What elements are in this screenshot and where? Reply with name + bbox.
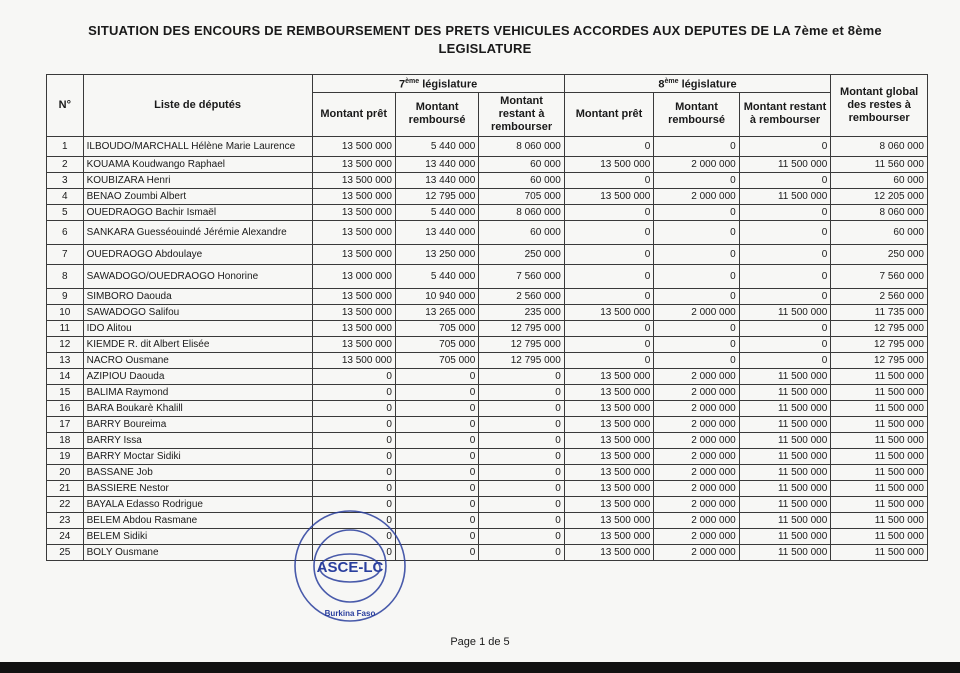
deputy-name-cell: BAYALA Edasso Rodrigue (83, 496, 312, 512)
table-row (47, 480, 928, 496)
row-number-cell: 4 (47, 188, 84, 204)
table-row (47, 136, 928, 156)
leg7-remaining-cell: 12 795 000 (479, 320, 564, 336)
leg7-loan-cell: 13 500 000 (312, 136, 395, 156)
leg7-loan-cell: 0 (312, 448, 395, 464)
deputy-name-cell: BELEM Abdou Rasmane (83, 512, 312, 528)
leg7-repaid-cell: 5 440 000 (395, 204, 478, 220)
leg7-loan-cell: 0 (312, 528, 395, 544)
leg7-loan-cell: 0 (312, 464, 395, 480)
header-global-remaining: Montant global des restes à rembourser (831, 75, 928, 137)
leg7-loan-cell: 13 500 000 (312, 352, 395, 368)
deputy-name-cell: BARRY Boureima (83, 416, 312, 432)
leg8-loan-cell: 13 500 000 (564, 480, 654, 496)
asce-lc-stamp (290, 506, 410, 626)
global-remaining-cell: 12 795 000 (831, 336, 928, 352)
stamp-bottom-text: Burkina Faso (324, 609, 376, 618)
leg8-repaid-cell: 0 (654, 136, 739, 156)
leg8-loan-cell: 13 500 000 (564, 528, 654, 544)
table-row (47, 448, 928, 464)
document-title (40, 22, 930, 58)
global-remaining-cell: 11 500 000 (831, 368, 928, 384)
row-number-cell: 11 (47, 320, 84, 336)
row-number-cell: 2 (47, 156, 84, 172)
leg8-repaid-cell: 2 000 000 (654, 416, 739, 432)
leg7-loan-cell: 0 (312, 512, 395, 528)
global-remaining-cell: 60 000 (831, 220, 928, 244)
row-number-cell: 7 (47, 244, 84, 264)
leg8-remaining-cell: 11 500 000 (739, 496, 831, 512)
leg7-loan-cell: 0 (312, 544, 395, 560)
leg8-remaining-cell: 0 (739, 264, 831, 288)
header-8-remaining: Montant restant à rembourser (739, 92, 831, 136)
leg8-repaid-cell: 0 (654, 244, 739, 264)
leg8-repaid-cell: 0 (654, 320, 739, 336)
leg7-repaid-cell: 0 (395, 400, 478, 416)
leg8-loan-cell: 0 (564, 336, 654, 352)
leg8-repaid-cell: 2 000 000 (654, 384, 739, 400)
leg8-repaid-cell: 2 000 000 (654, 448, 739, 464)
leg7-loan-cell: 0 (312, 432, 395, 448)
row-number-cell: 22 (47, 496, 84, 512)
leg7-remaining-cell: 12 795 000 (479, 336, 564, 352)
leg7-repaid-cell: 5 440 000 (395, 136, 478, 156)
leg7-repaid-cell: 0 (395, 480, 478, 496)
global-remaining-cell: 11 500 000 (831, 384, 928, 400)
leg8-loan-cell: 13 500 000 (564, 496, 654, 512)
leg7-remaining-cell: 235 000 (479, 304, 564, 320)
global-remaining-cell: 11 560 000 (831, 156, 928, 172)
table-row (47, 384, 928, 400)
leg7-loan-cell: 0 (312, 416, 395, 432)
table-row (47, 432, 928, 448)
leg7-remaining-cell: 705 000 (479, 188, 564, 204)
leg8-repaid-cell: 0 (654, 220, 739, 244)
leg8-loan-cell: 13 500 000 (564, 464, 654, 480)
page-number: Page 1 de 5 (450, 636, 510, 648)
row-number-cell: 1 (47, 136, 84, 156)
leg8-repaid-cell: 2 000 000 (654, 368, 739, 384)
leg7-loan-cell: 13 500 000 (312, 288, 395, 304)
deputy-name-cell: KOUBIZARA Henri (83, 172, 312, 188)
leg8-repaid-cell: 0 (654, 336, 739, 352)
leg7-loan-cell: 0 (312, 368, 395, 384)
global-remaining-cell: 11 500 000 (831, 432, 928, 448)
table-row (47, 204, 928, 220)
loan-repayment-table (46, 74, 928, 561)
table-row (47, 304, 928, 320)
leg8-remaining-cell: 11 500 000 (739, 400, 831, 416)
leg8-remaining-cell: 11 500 000 (739, 432, 831, 448)
table-row (47, 244, 928, 264)
leg7-remaining-cell: 0 (479, 400, 564, 416)
leg8-repaid-cell: 2 000 000 (654, 544, 739, 560)
leg8-loan-cell: 0 (564, 136, 654, 156)
global-remaining-cell: 11 500 000 (831, 512, 928, 528)
deputy-name-cell: BALIMA Raymond (83, 384, 312, 400)
row-number-cell: 3 (47, 172, 84, 188)
table-row (47, 188, 928, 204)
leg7-loan-cell: 0 (312, 496, 395, 512)
table-row (47, 220, 928, 244)
leg7-repaid-cell: 0 (395, 416, 478, 432)
leg8-repaid-cell: 0 (654, 172, 739, 188)
leg7-loan-cell: 13 500 000 (312, 320, 395, 336)
table-row (47, 352, 928, 368)
leg7-repaid-cell: 12 795 000 (395, 188, 478, 204)
deputy-name-cell: OUEDRAOGO Abdoulaye (83, 244, 312, 264)
leg8-loan-cell: 0 (564, 288, 654, 304)
leg8-repaid-cell: 0 (654, 264, 739, 288)
leg8-remaining-cell: 11 500 000 (739, 512, 831, 528)
global-remaining-cell: 60 000 (831, 172, 928, 188)
leg8-remaining-cell: 0 (739, 220, 831, 244)
leg8-repaid-cell: 2 000 000 (654, 512, 739, 528)
global-remaining-cell: 7 560 000 (831, 264, 928, 288)
leg8-loan-cell: 0 (564, 172, 654, 188)
leg7-repaid-cell: 0 (395, 368, 478, 384)
deputy-name-cell: IDO Alitou (83, 320, 312, 336)
leg7-loan-cell: 13 000 000 (312, 264, 395, 288)
leg7-remaining-cell: 0 (479, 464, 564, 480)
leg8-remaining-cell: 11 500 000 (739, 156, 831, 172)
row-number-cell: 19 (47, 448, 84, 464)
leg8-remaining-cell: 0 (739, 320, 831, 336)
row-number-cell: 13 (47, 352, 84, 368)
leg7-loan-cell: 13 500 000 (312, 336, 395, 352)
global-remaining-cell: 12 795 000 (831, 320, 928, 336)
leg7-remaining-cell: 0 (479, 432, 564, 448)
leg8-remaining-cell: 11 500 000 (739, 448, 831, 464)
row-number-cell: 10 (47, 304, 84, 320)
deputy-name-cell: BASSIERE Nestor (83, 480, 312, 496)
deputy-name-cell: BARA Boukarè Khalill (83, 400, 312, 416)
leg7-repaid-cell: 0 (395, 528, 478, 544)
row-number-cell: 23 (47, 512, 84, 528)
leg7-remaining-cell: 60 000 (479, 220, 564, 244)
bottom-black-bar (0, 662, 960, 673)
leg7-loan-cell: 13 500 000 (312, 172, 395, 188)
leg8-loan-cell: 13 500 000 (564, 432, 654, 448)
row-number-cell: 20 (47, 464, 84, 480)
global-remaining-cell: 11 500 000 (831, 528, 928, 544)
global-remaining-cell: 11 500 000 (831, 480, 928, 496)
table-row (47, 464, 928, 480)
row-number-cell: 15 (47, 384, 84, 400)
leg7-repaid-cell: 705 000 (395, 352, 478, 368)
leg8-remaining-cell: 11 500 000 (739, 384, 831, 400)
leg8-loan-cell: 13 500 000 (564, 416, 654, 432)
leg8-loan-cell: 0 (564, 264, 654, 288)
global-remaining-cell: 12 205 000 (831, 188, 928, 204)
global-remaining-cell: 11 500 000 (831, 416, 928, 432)
leg7-repaid-cell: 0 (395, 464, 478, 480)
leg7-repaid-cell: 705 000 (395, 320, 478, 336)
leg7-repaid-cell: 13 440 000 (395, 220, 478, 244)
table-row (47, 288, 928, 304)
table-row (47, 264, 928, 288)
table-row (47, 544, 928, 560)
table-row (47, 528, 928, 544)
leg7-repaid-cell: 0 (395, 512, 478, 528)
leg7-repaid-cell: 13 265 000 (395, 304, 478, 320)
leg8-repaid-cell: 2 000 000 (654, 528, 739, 544)
leg8-remaining-cell: 11 500 000 (739, 188, 831, 204)
header-7-remaining: Montant restant à rembourser (479, 92, 564, 136)
global-remaining-cell: 2 560 000 (831, 288, 928, 304)
leg8-loan-cell: 0 (564, 244, 654, 264)
leg8-loan-cell: 13 500 000 (564, 448, 654, 464)
leg7-remaining-cell: 0 (479, 384, 564, 400)
table-row (47, 416, 928, 432)
table-row (47, 172, 928, 188)
leg7-remaining-cell: 60 000 (479, 172, 564, 188)
deputy-name-cell: KOUAMA Koudwango Raphael (83, 156, 312, 172)
global-remaining-cell: 8 060 000 (831, 204, 928, 220)
deputy-name-cell: BOLY Ousmane (83, 544, 312, 560)
leg8-repaid-cell: 0 (654, 352, 739, 368)
table-row (47, 512, 928, 528)
deputy-name-cell: SAWADOGO/OUEDRAOGO Honorine (83, 264, 312, 288)
leg7-remaining-cell: 60 000 (479, 156, 564, 172)
leg7-remaining-cell: 0 (479, 368, 564, 384)
row-number-cell: 17 (47, 416, 84, 432)
leg8-repaid-cell: 2 000 000 (654, 496, 739, 512)
leg8-remaining-cell: 0 (739, 336, 831, 352)
leg8-repaid-cell: 2 000 000 (654, 464, 739, 480)
deputy-name-cell: BARRY Issa (83, 432, 312, 448)
row-number-cell: 25 (47, 544, 84, 560)
title-line-2: LEGISLATURE (438, 41, 532, 56)
table-row (47, 400, 928, 416)
deputy-name-cell: NACRO Ousmane (83, 352, 312, 368)
leg7-remaining-cell: 0 (479, 496, 564, 512)
leg8-remaining-cell: 0 (739, 244, 831, 264)
header-7th-legislature: 7ème législature (312, 75, 564, 93)
leg8-remaining-cell: 0 (739, 172, 831, 188)
header-7-repaid: Montant remboursé (395, 92, 478, 136)
deputy-name-cell: BASSANE Job (83, 464, 312, 480)
row-number-cell: 12 (47, 336, 84, 352)
leg8-repaid-cell: 2 000 000 (654, 400, 739, 416)
deputy-name-cell: BARRY Moctar Sidiki (83, 448, 312, 464)
leg8-remaining-cell: 11 500 000 (739, 528, 831, 544)
deputy-name-cell: BELEM Sidiki (83, 528, 312, 544)
deputy-name-cell: SANKARA Guesséouindé Jérémie Alexandre (83, 220, 312, 244)
leg8-repaid-cell: 0 (654, 288, 739, 304)
leg7-loan-cell: 0 (312, 400, 395, 416)
leg7-remaining-cell: 2 560 000 (479, 288, 564, 304)
leg8-remaining-cell: 0 (739, 204, 831, 220)
global-remaining-cell: 11 735 000 (831, 304, 928, 320)
leg8-loan-cell: 0 (564, 352, 654, 368)
leg8-loan-cell: 13 500 000 (564, 400, 654, 416)
leg7-remaining-cell: 0 (479, 416, 564, 432)
leg7-repaid-cell: 0 (395, 432, 478, 448)
leg7-remaining-cell: 7 560 000 (479, 264, 564, 288)
leg7-loan-cell: 13 500 000 (312, 204, 395, 220)
leg7-repaid-cell: 10 940 000 (395, 288, 478, 304)
leg7-loan-cell: 13 500 000 (312, 220, 395, 244)
row-number-cell: 24 (47, 528, 84, 544)
leg8-loan-cell: 13 500 000 (564, 156, 654, 172)
table-row (47, 368, 928, 384)
row-number-cell: 5 (47, 204, 84, 220)
leg7-loan-cell: 13 500 000 (312, 156, 395, 172)
table-row (47, 336, 928, 352)
leg7-repaid-cell: 0 (395, 448, 478, 464)
leg7-loan-cell: 13 500 000 (312, 244, 395, 264)
row-number-cell: 14 (47, 368, 84, 384)
leg7-repaid-cell: 0 (395, 384, 478, 400)
leg8-loan-cell: 13 500 000 (564, 384, 654, 400)
leg7-remaining-cell: 8 060 000 (479, 204, 564, 220)
row-number-cell: 18 (47, 432, 84, 448)
leg7-remaining-cell: 0 (479, 448, 564, 464)
row-number-cell: 8 (47, 264, 84, 288)
leg8-loan-cell: 13 500 000 (564, 368, 654, 384)
leg7-repaid-cell: 13 250 000 (395, 244, 478, 264)
leg8-repaid-cell: 2 000 000 (654, 156, 739, 172)
leg7-loan-cell: 13 500 000 (312, 304, 395, 320)
leg8-remaining-cell: 11 500 000 (739, 368, 831, 384)
leg8-repaid-cell: 2 000 000 (654, 304, 739, 320)
stamp-center-text: ASCE-LC (316, 559, 384, 576)
leg8-remaining-cell: 0 (739, 352, 831, 368)
table-row (47, 496, 928, 512)
row-number-cell: 16 (47, 400, 84, 416)
global-remaining-cell: 11 500 000 (831, 464, 928, 480)
title-line-1: SITUATION DES ENCOURS DE REMBOURSEMENT DES PRETS VEHICULES ACCORDES AUX DEPUTES DE LA 7ème et 8ème (88, 23, 882, 38)
leg8-loan-cell: 13 500 000 (564, 544, 654, 560)
leg8-loan-cell: 13 500 000 (564, 188, 654, 204)
global-remaining-cell: 11 500 000 (831, 448, 928, 464)
deputy-name-cell: SAWADOGO Salifou (83, 304, 312, 320)
table-body (47, 136, 928, 560)
leg7-remaining-cell: 8 060 000 (479, 136, 564, 156)
table-row (47, 320, 928, 336)
leg8-repaid-cell: 0 (654, 204, 739, 220)
leg8-remaining-cell: 11 500 000 (739, 544, 831, 560)
leg8-loan-cell: 0 (564, 204, 654, 220)
leg8-remaining-cell: 11 500 000 (739, 416, 831, 432)
leg8-remaining-cell: 0 (739, 288, 831, 304)
row-number-cell: 9 (47, 288, 84, 304)
deputy-name-cell: KIEMDE R. dit Albert Elisée (83, 336, 312, 352)
leg7-remaining-cell: 0 (479, 512, 564, 528)
header-number: N° (47, 75, 84, 137)
leg7-remaining-cell: 0 (479, 528, 564, 544)
leg8-loan-cell: 0 (564, 320, 654, 336)
header-8th-legislature: 8ème législature (564, 75, 831, 93)
deputy-name-cell: SIMBORO Daouda (83, 288, 312, 304)
leg8-remaining-cell: 11 500 000 (739, 480, 831, 496)
global-remaining-cell: 11 500 000 (831, 544, 928, 560)
leg7-repaid-cell: 13 440 000 (395, 172, 478, 188)
leg7-remaining-cell: 12 795 000 (479, 352, 564, 368)
leg7-loan-cell: 0 (312, 384, 395, 400)
leg8-loan-cell: 13 500 000 (564, 512, 654, 528)
global-remaining-cell: 8 060 000 (831, 136, 928, 156)
deputy-name-cell: ILBOUDO/MARCHALL Hélène Marie Laurence (83, 136, 312, 156)
leg7-loan-cell: 0 (312, 480, 395, 496)
table-row (47, 156, 928, 172)
leg7-repaid-cell: 5 440 000 (395, 264, 478, 288)
leg7-repaid-cell: 705 000 (395, 336, 478, 352)
leg7-repaid-cell: 0 (395, 544, 478, 560)
row-number-cell: 6 (47, 220, 84, 244)
leg7-loan-cell: 13 500 000 (312, 188, 395, 204)
global-remaining-cell: 11 500 000 (831, 400, 928, 416)
leg7-remaining-cell: 0 (479, 480, 564, 496)
leg8-remaining-cell: 11 500 000 (739, 304, 831, 320)
leg8-repaid-cell: 2 000 000 (654, 480, 739, 496)
global-remaining-cell: 250 000 (831, 244, 928, 264)
leg7-repaid-cell: 0 (395, 496, 478, 512)
leg7-remaining-cell: 250 000 (479, 244, 564, 264)
header-8-loan-amount: Montant prêt (564, 92, 654, 136)
leg8-remaining-cell: 0 (739, 136, 831, 156)
leg7-remaining-cell: 0 (479, 544, 564, 560)
leg8-loan-cell: 0 (564, 220, 654, 244)
leg8-repaid-cell: 2 000 000 (654, 432, 739, 448)
header-8-repaid: Montant remboursé (654, 92, 739, 136)
header-deputy-list: Liste de députés (83, 75, 312, 137)
deputy-name-cell: AZIPIOU Daouda (83, 368, 312, 384)
global-remaining-cell: 11 500 000 (831, 496, 928, 512)
leg8-remaining-cell: 11 500 000 (739, 464, 831, 480)
deputy-name-cell: BENAO Zoumbi Albert (83, 188, 312, 204)
global-remaining-cell: 12 795 000 (831, 352, 928, 368)
leg7-repaid-cell: 13 440 000 (395, 156, 478, 172)
row-number-cell: 21 (47, 480, 84, 496)
leg8-loan-cell: 13 500 000 (564, 304, 654, 320)
deputy-name-cell: OUEDRAOGO Bachir Ismaël (83, 204, 312, 220)
header-7-loan-amount: Montant prêt (312, 92, 395, 136)
leg8-repaid-cell: 2 000 000 (654, 188, 739, 204)
